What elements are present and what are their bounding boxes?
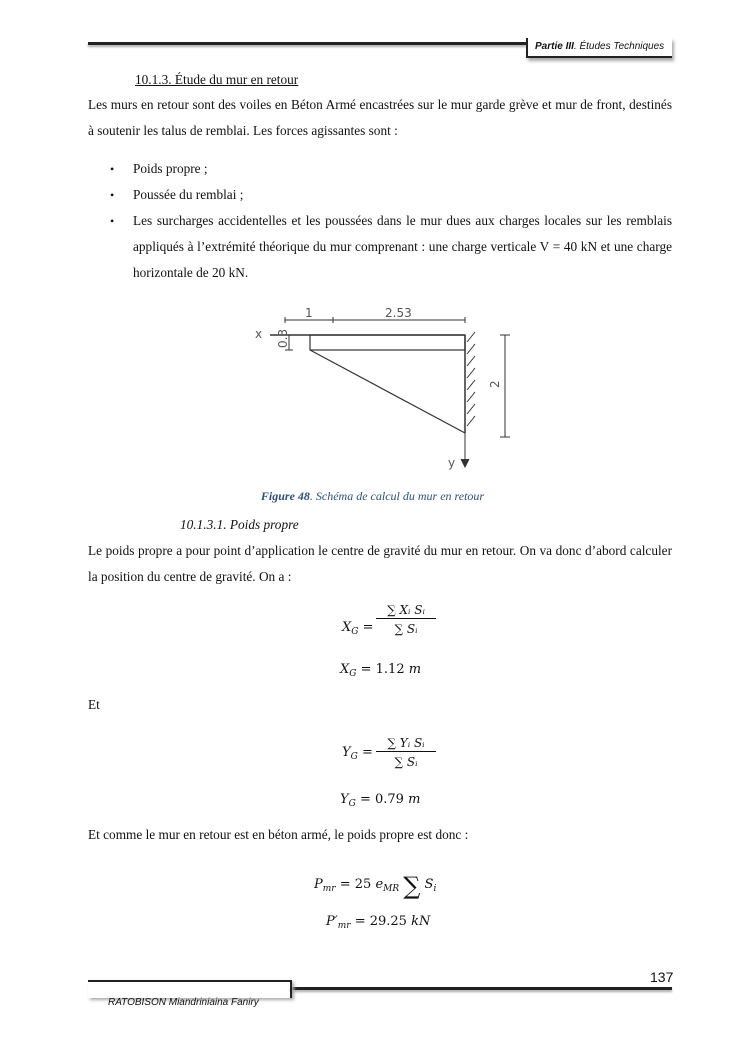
list-item: • Les surcharges accidentelles et les poussées dans le mur dues aux charges locales sur les remblais appliqués à l’extrémité théorique du mur comprenant : une charge verticale V = 40 kN et une charge horizontale de 20 kN.	[110, 213, 672, 280]
eq-xg-denominator: ∑ Sᵢ	[394, 622, 418, 636]
list-item: • Poids propre ;	[110, 161, 208, 176]
subsection-heading: 10.1.3.1. Poids propre	[180, 517, 299, 532]
footer-author: RATOBISON Miandriniaina Faniry	[108, 997, 259, 1008]
page-number: 137	[650, 969, 674, 985]
eq-pmr: $P_{mr} = 25$ $e_{MR}$ ∑ $S_i$	[314, 872, 437, 900]
dim-label-height: 2	[488, 380, 502, 388]
eq-yg-lhs: $Y_G$ =	[342, 745, 373, 762]
eq-xg-result: $X_G = 1.12$ m	[340, 662, 422, 679]
y-axis-arrow	[461, 459, 469, 467]
word-et: Et	[88, 697, 100, 712]
wall-top-slab	[310, 335, 465, 350]
footer-rule	[290, 987, 672, 990]
weight-paragraph: Et comme le mur en retour est en béton armé, le poids propre est donc :	[88, 827, 469, 842]
wall-diagram	[245, 300, 525, 475]
intro-paragraph: Les murs en retour sont des voiles en Béton Armé encastrées sur le mur garde grève et mur de front, destinés à soutenir les talus de remblai. Les forces agissantes sont :	[88, 97, 672, 138]
eq-pmr-result: $P'_{mr} = 29.25$ kN	[326, 914, 431, 931]
cg-paragraph: Le poids propre a pour point d’application le centre de gravité du mur en retour. On va donc d’abord calculer la position du centre de gravité. On a :	[88, 543, 672, 584]
eq-xg-lhs: $X_G$ =	[342, 620, 374, 637]
wall-slope-edge	[310, 350, 465, 433]
support-hatching	[467, 332, 475, 426]
header-part: Partie III	[535, 41, 574, 52]
dim-label-left: 1	[305, 306, 313, 320]
footer-box	[88, 980, 292, 998]
eq-yg-result: $Y_G = 0.79$ m	[340, 792, 421, 809]
dim-label-thickness: 0.3	[276, 328, 290, 348]
running-header	[535, 41, 664, 52]
header-rule	[88, 42, 526, 45]
axis-label-y: y	[448, 456, 456, 470]
list-item: • Poussée du remblai ;	[110, 187, 244, 202]
eq-yg-denominator: ∑ Sᵢ	[394, 755, 418, 769]
eq-xg-numerator: ∑ Xᵢ Sᵢ	[376, 603, 436, 619]
axis-label-x: x	[255, 327, 263, 341]
eq-yg-numerator: ∑ Yᵢ Sᵢ	[376, 736, 436, 752]
figure-caption: Figure 48. Schéma de calcul du mur en retour	[260, 489, 485, 503]
section-heading: 10.1.3. Étude du mur en retour	[135, 72, 299, 87]
dim-label-right: 2.53	[385, 306, 412, 320]
forces-list	[110, 156, 672, 286]
header-section: . Études Techniques	[573, 41, 665, 52]
